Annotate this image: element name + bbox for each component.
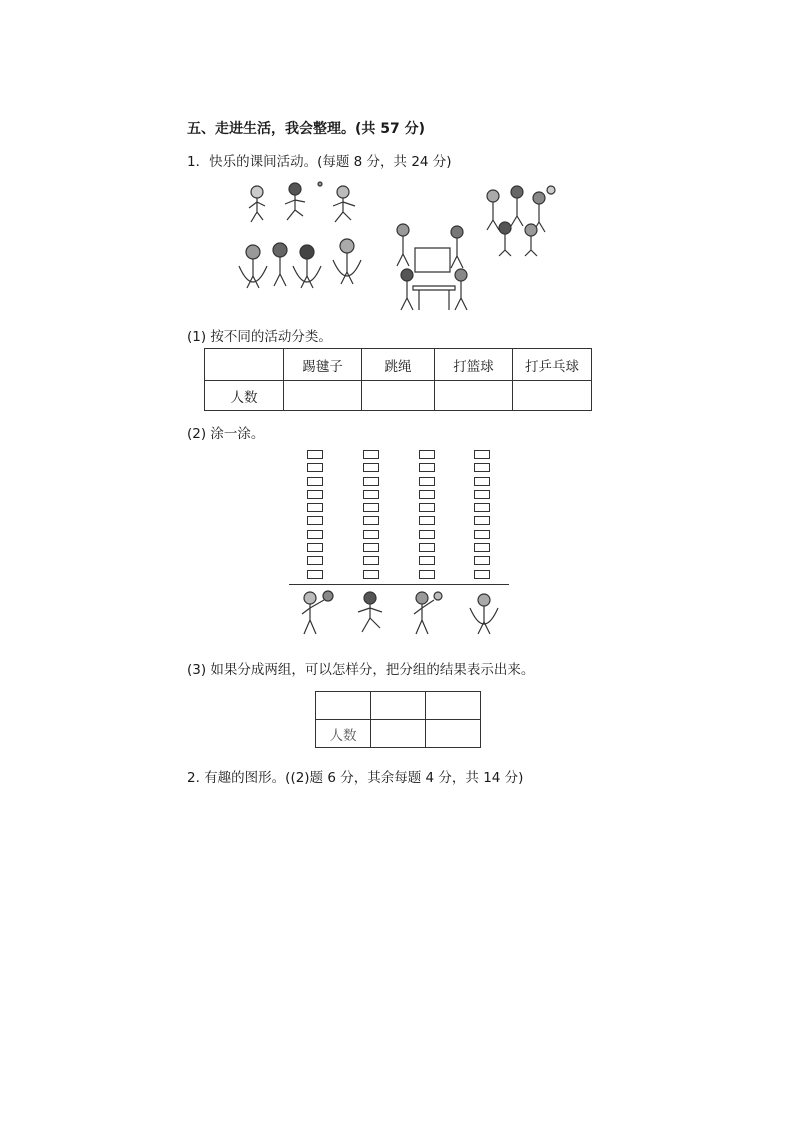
pictograph-column-3[interactable] [419,450,437,583]
answer-cell-basketball[interactable] [435,381,513,411]
pictograph-baseline [289,584,509,585]
pictograph-column-1[interactable] [307,450,325,583]
part-3-label: (3) 如果分成两组，可以怎样分，把分组的结果表示出来。 [187,662,535,678]
grouping-table [315,691,481,748]
grouping-header-empty [316,692,371,720]
grouping-answer-cell-1[interactable] [371,720,426,748]
answer-cell-table-tennis[interactable] [513,381,592,411]
question-2-title: 2. 有趣的图形。((2)题 6 分，其余每题 4 分，共 14 分) [187,770,524,786]
basketball-kid-icon [296,588,338,638]
kids-playing-basketball-icon [487,186,555,256]
table-header-jump-rope: 跳绳 [362,349,435,381]
table-header-empty [205,349,284,381]
grouping-row-label: 人数 [316,720,371,748]
grouping-header-group-2[interactable] [426,692,481,720]
table-tennis-kid-icon [408,588,450,638]
table-header-shuttlecock: 踢毽子 [284,349,362,381]
part-1-label: (1) 按不同的活动分类。 [187,329,332,345]
kids-kicking-shuttlecock-icon [249,182,355,222]
pictograph-column-4[interactable] [474,450,492,583]
section-title: 五、走进生活，我会整理。(共 57 分) [187,121,426,137]
shuttlecock-kid-icon [352,588,394,638]
grouping-answer-cell-2[interactable] [426,720,481,748]
kids-playing-table-tennis-icon [397,224,467,310]
pictograph-column-2[interactable] [363,450,381,583]
grouping-header-group-1[interactable] [371,692,426,720]
question-1-title: 1．快乐的课间活动。(每题 8 分，共 24 分) [187,154,452,170]
kids-jumping-rope-icon [239,239,361,288]
part-2-label: (2) 涂一涂。 [187,426,265,442]
answer-cell-jump-rope[interactable] [362,381,435,411]
table-header-table-tennis: 打乒乓球 [513,349,592,381]
activity-illustration [235,180,565,315]
answer-cell-shuttlecock[interactable] [284,381,362,411]
table-header-basketball: 打篮球 [435,349,513,381]
jump-rope-kid-icon [464,588,506,638]
activity-count-table [204,348,592,411]
table-row-label: 人数 [205,381,284,411]
